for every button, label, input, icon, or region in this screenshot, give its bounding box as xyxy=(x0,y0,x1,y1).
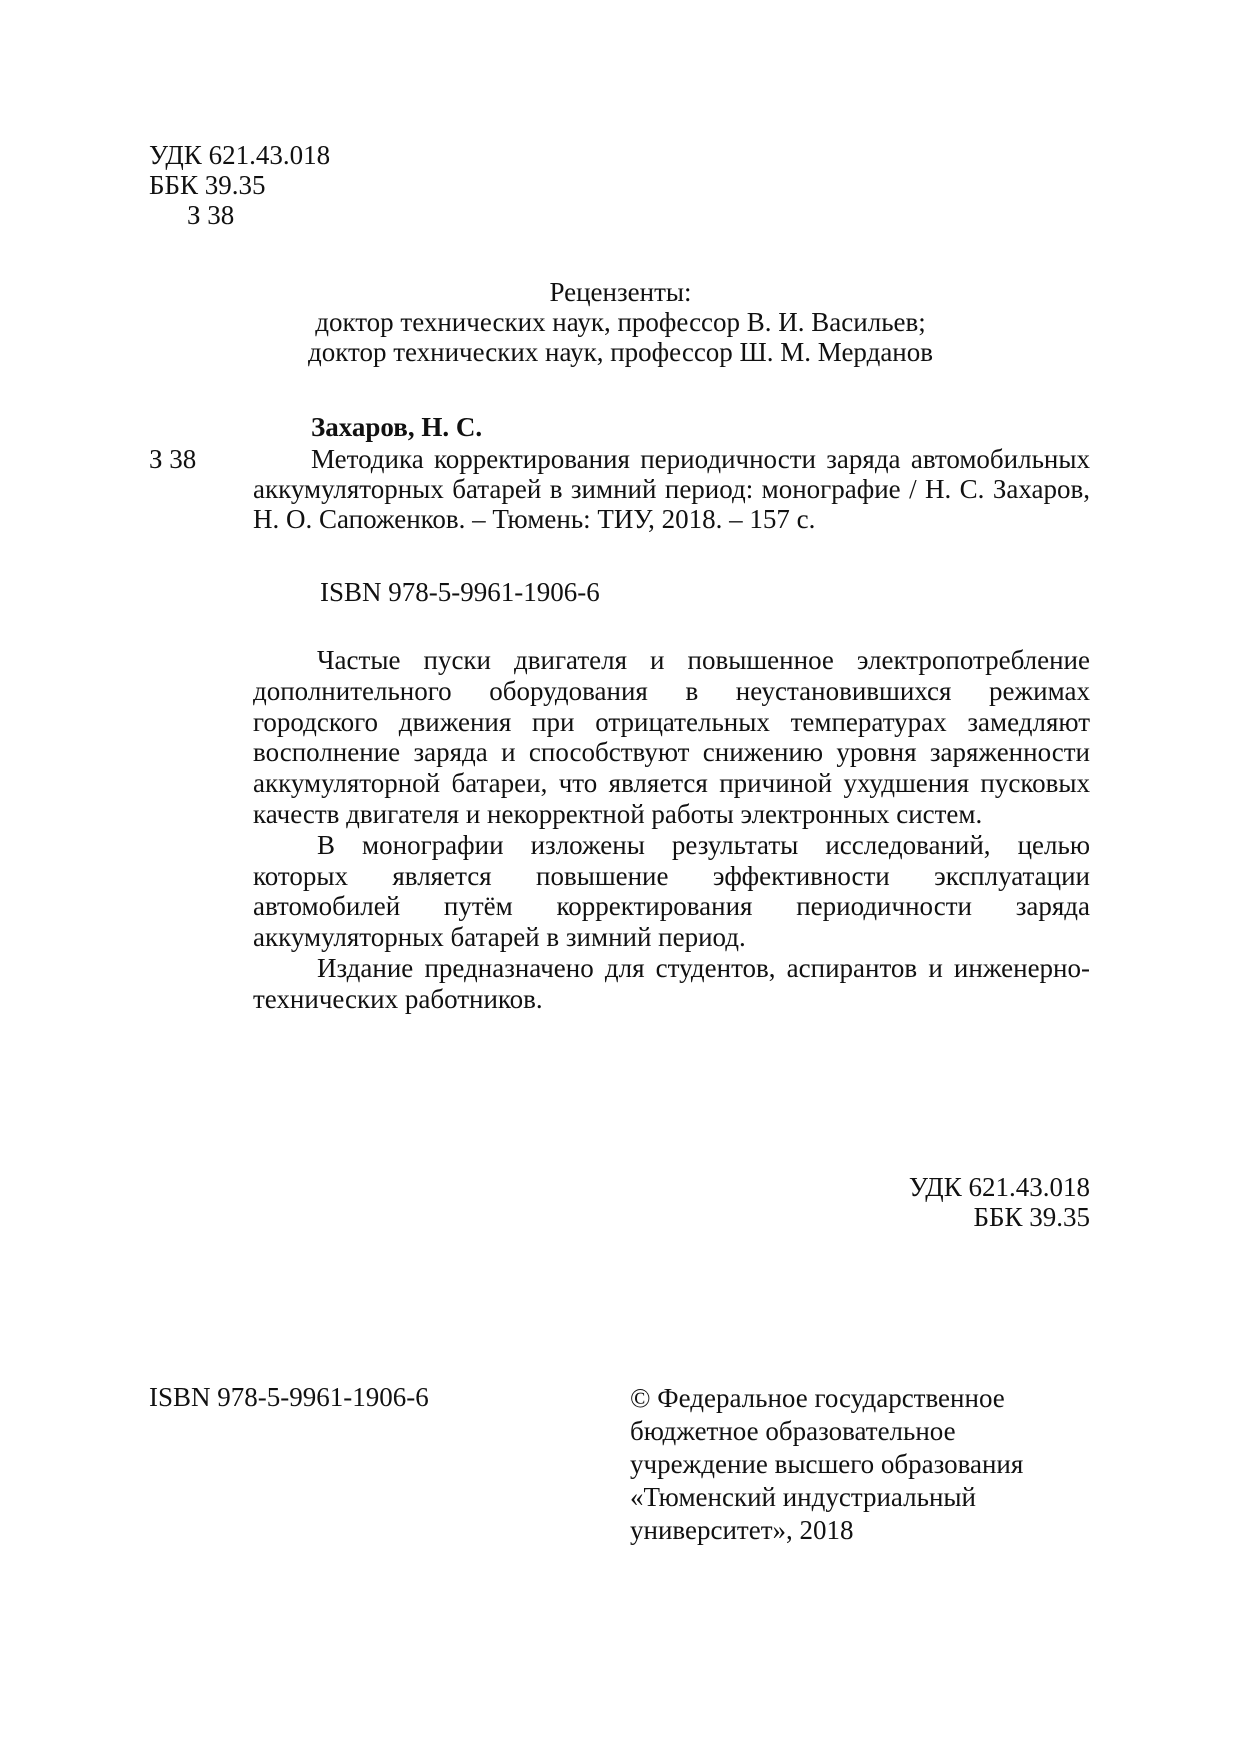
annotation-paragraph: Издание предназначено для студентов, аспирантов и инженерно-технических работников. xyxy=(253,952,1090,1014)
author-mark-bib: З 38 xyxy=(149,444,197,474)
bbk-code: ББК 39.35 xyxy=(973,1202,1090,1232)
copyright-line: учреждение высшего образования xyxy=(630,1449,1024,1479)
classification-top xyxy=(149,140,330,230)
classification-bottom xyxy=(909,1172,1090,1232)
annotation-paragraph: Частые пуски двигателя и повышенное электропотребление дополнительного оборудования в неустановившихся режимах городского движения при отрицательных температурах замедляют восполнение заряда и способствуют снижению уровня заряженности аккумуляторной батареи, что является причиной ухудшения пусковых качеств двигателя и некорректной работы электронных систем. xyxy=(253,645,1090,829)
copyright-line: «Тюменский индустриальный xyxy=(630,1482,976,1512)
copyright-notice xyxy=(630,1382,1023,1547)
copyright-line: © Федеральное государственное xyxy=(630,1383,1005,1413)
author-mark: З 38 xyxy=(187,200,235,230)
bbk-code: ББК 39.35 xyxy=(149,170,266,200)
reviewers-block xyxy=(0,277,1241,367)
udk-code: УДК 621.43.018 xyxy=(149,140,331,170)
reviewers-title: Рецензенты: xyxy=(549,277,692,307)
reviewer-2: доктор технических наук, профессор Ш. М. Мерданов xyxy=(308,337,933,367)
udk-code: УДК 621.43.018 xyxy=(908,1172,1090,1202)
annotation xyxy=(253,645,1090,1015)
copyright-line: бюджетное образовательное xyxy=(630,1416,956,1446)
annotation-paragraph: В монографии изложены результаты исследований, целью которых является повышение эффективности эксплуатации автомобилей путём корректирования периодичности заряда аккумуляторных батарей в зимний период. xyxy=(253,829,1090,953)
isbn-footer: ISBN 978-5-9961-1906-6 xyxy=(149,1382,429,1412)
bibliographic-description: Методика корректирования периодичности заряда автомобильных аккумуляторных батарей в зимний период: монографие / Н. С. Захаров, Н. О. Сапоженков. – Тюмень: ТИУ, 2018. – 157 с. xyxy=(253,444,1090,534)
reviewer-1: доктор технических наук, профессор В. И. Васильев; xyxy=(315,307,926,337)
copyright-line: университет», 2018 xyxy=(630,1515,854,1545)
author-heading: Захаров, Н. С. xyxy=(311,412,483,442)
isbn-bib: ISBN 978-5-9961-1906-6 xyxy=(320,577,600,607)
